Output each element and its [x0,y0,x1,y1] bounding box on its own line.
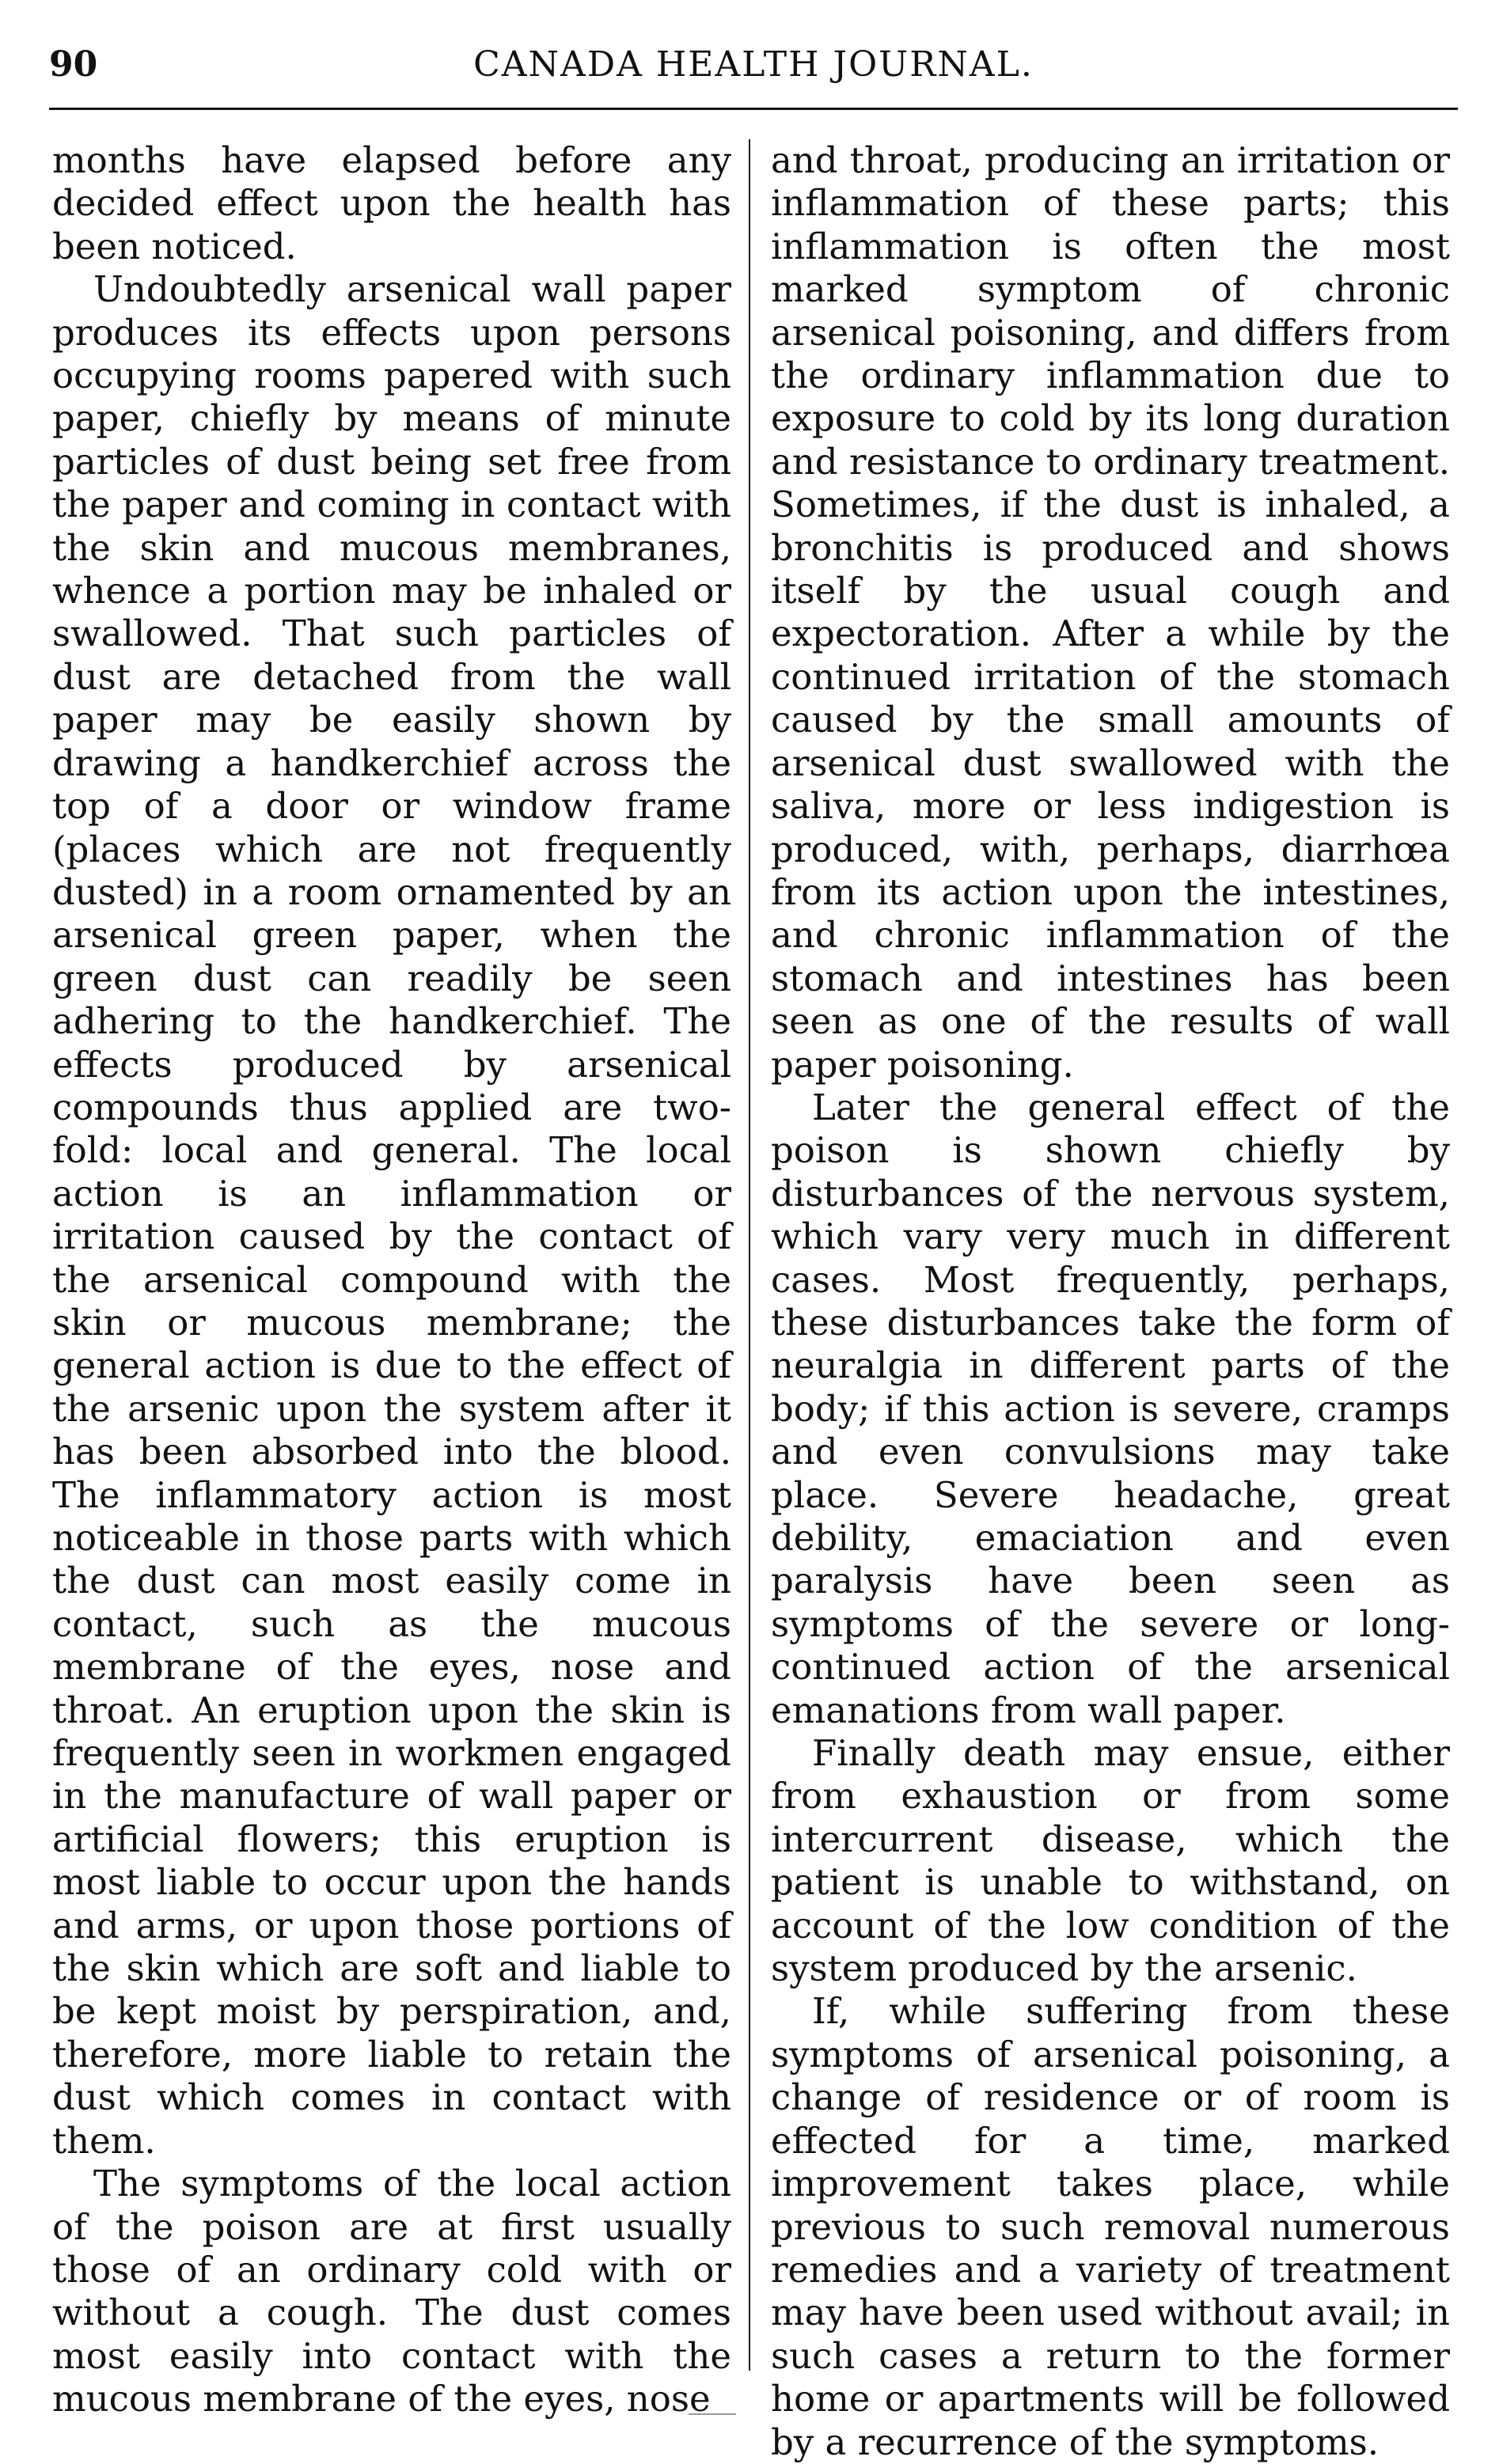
paragraph-right-2: Later the general effect of the poison is shown chiefly by disturbances of the nervous system, which vary very much in different cases. Most frequently, perhaps, these disturbances take the form of neuralgia in different parts of the body; if this action is severe, cramps and even convulsions may take place. Severe headache, great debility, emaciation and even paralysis have been seen as symptoms of the severe or long-continued action of the arsenical emanations from wall paper. [771,1086,1450,1731]
paragraph-right-4: If, while suffering from these symptoms of arsenical poisoning, a change of residence or of room is effected for a time, marked improvement takes place, while previous to such removal numerous remedies and a variety of treatment may have been used without avail; in such cases a return to the former home or apartments will be followed by a recurrence of the symptoms. [771,1990,1450,2463]
paragraph-right-3: Finally death may ensue, either from exhaustion or from some intercurrent disease, which the patient is unable to withstand, on account of the low condition of the system produced by the arsenic. [771,1732,1450,1990]
right-column [771,139,1450,2463]
column-divider [749,139,750,2371]
paragraph-left-2: Undoubtedly arsenical wall paper produces its effects upon persons occupying rooms papered with such paper, chiefly by means of minute particles of dust being set free from the paper and coming in contact with the skin and mucous membranes, whence a portion may be inhaled or swallowed. That such particles of dust are detached from the wall paper may be easily shown by drawing a handkerchief across the top of a door or window frame (places which are not frequently dusted) in a room ornamented by an arsenical green paper, when the green dust can readily be seen adhering to the handkerchief. The effects produced by arsenical compounds thus applied are two-fold: local and general. The local action is an inflammation or irritation caused by the contact of the arsenical compound with the skin or mucous membrane; the general action is due to the effect of the arsenic upon the system after it has been absorbed into the blood. The inflammatory action is most noticeable in those parts with which the dust can most easily come in contact, such as the mucous membrane of the eyes, nose and throat. An eruption upon the skin is frequently seen in workmen engaged in the manufacture of wall paper or artificial flowers; this eruption is most liable to occur upon the hands and arms, or upon those portions of the skin which are soft and liable to be kept moist by perspiration, and, therefore, more liable to retain the dust which comes in contact with them. [52,268,731,2162]
footer-mark [689,2413,736,2415]
paragraph-right-1: and throat, producing an irritation or inflammation of these parts; this inflammation is often the most marked symptom of chronic arsenical poisoning, and differs from the ordinary inflammation due to exposure to cold by its long duration and resistance to ordinary treatment. Sometimes, if the dust is inhaled, a bronchitis is produced and shows itself by the usual cough and expectoration. After a while by the continued irritation of the stomach caused by the small amounts of arsenical dust swallowed with the saliva, more or less indigestion is produced, with, perhaps, diarrhœa from its action upon the intestines, and chronic inflammation of the stomach and intestines has been seen as one of the results of wall paper poisoning. [771,139,1450,1086]
left-column [52,139,731,2420]
header-rule [49,108,1458,110]
page-number: 90 [49,44,98,85]
page-header [49,44,1458,95]
paragraph-left-1: months have elapsed before any decided effect upon the health has been noticed. [52,139,731,267]
running-title: CANADA HEALTH JOURNAL. [473,44,1034,85]
paragraph-left-3: The symptoms of the local action of the poison are at first usually those of an ordinary cold with or without a cough. The dust comes most easily into contact with the mucous membrane of the eyes, nose [52,2163,731,2420]
